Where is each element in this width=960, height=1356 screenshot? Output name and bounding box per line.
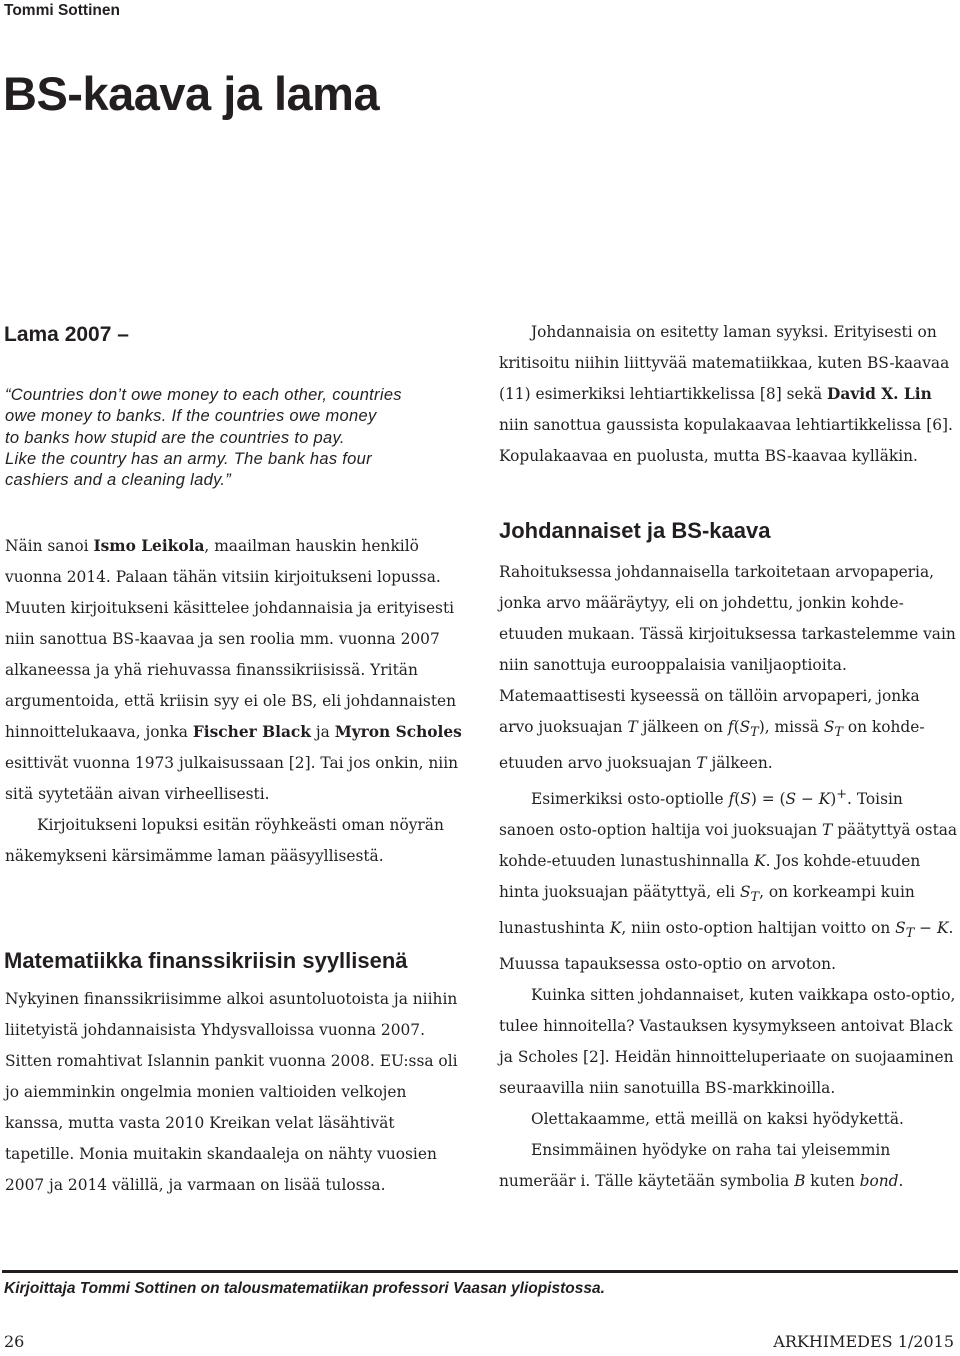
paragraph: Nykyinen finanssikriisimme alkoi asuntoluotoista ja niihin liitetyistä johdannaisista Yhdysvalloissa vuonna 2007. Sitten romahtivat Islannin pankit vuonna 2008. EU:ssa oli jo aiemminkin ongelmia monien valtioiden velkojen kanssa, mutta vasta 2010 Kreikan velat läsähtivät tapetille. Monia muitakin skandaaleja on nähty vuosien 2007 ja 2014 välillä, ja varmaan on lisää tulossa. — [5, 990, 458, 1194]
math-symbol: T — [696, 754, 707, 773]
journal-issue: ARKHIMEDES 1/2015 — [773, 1332, 954, 1351]
math-symbol: S — [895, 919, 906, 938]
paragraph — [499, 317, 959, 472]
text: jälkeen on — [637, 718, 728, 736]
page-number: 26 — [4, 1332, 25, 1351]
section-heading-matematiikka: Matematiikka finanssikriisin syyllisenä — [4, 948, 408, 973]
text: , maailman hauskin henkilö vuonna 2014. Palaan tähän vitsiin kirjoitukseni lopussa. Muuten kirjoitukseni käsittelee johdannaisia ja erityisesti niin sanottua BS-kaavaa ja sen roolia mm. vuonna 2007 alkaneessa ja yhä riehuvassa finanssikriisissä. Yritän argumentoida, että kriisin syy ei ole BS, eli johdannaisten hinnoittelukaava, jonka — [5, 537, 457, 741]
person-name: Fischer Black — [192, 723, 311, 741]
math-symbol: f — [727, 718, 734, 736]
text: Kuinka sitten johdannaiset, kuten vaikkapa osto-optio, tulee hinnoitella? Vastauksen kysymykseen antoivat Black ja Scholes [2]. Heidän hinnoitteluperiaate on suojaaminen seuraavilla niin sanotuilla BS-markkinoilla. — [499, 986, 956, 1098]
text: kuten — [805, 1172, 860, 1191]
math-symbol: f — [728, 790, 735, 809]
left-column-intro — [5, 531, 465, 872]
formula-call-payoff: f(S) = (S − K)+. — [728, 787, 852, 809]
text: ja — [310, 723, 335, 741]
article-title: BS-kaava ja lama — [3, 67, 380, 120]
person-name: David X. Lin — [827, 385, 932, 403]
text: Olettakaamme, että meillä on kaksi hyödykettä. — [531, 1110, 904, 1129]
text: Jos kohde-etuuden hinta juoksuajan päätyttyä, eli — [499, 852, 921, 902]
math-symbol: T — [822, 821, 833, 840]
math-subscript: T — [750, 725, 759, 741]
math-symbol: S — [785, 790, 797, 809]
left-column-section — [5, 984, 465, 1201]
math-symbol: S — [823, 718, 835, 736]
quote-line: owe money to banks. If the countries owe money — [5, 407, 377, 426]
person-name: Ismo Leikola — [93, 537, 205, 555]
author-name: Tommi Sottinen — [4, 2, 120, 19]
text: Muussa tapauksessa osto-optio on arvoton. — [499, 955, 836, 974]
footnote-divider — [2, 1270, 958, 1273]
section-heading-lama: Lama 2007 – — [4, 323, 129, 346]
text: niin sanottua gaussista kopulakaavaa lehtiartikkelissa [6]. Kopulakaavaa en puolusta, mutta BS-kaavaa kylläkin. — [499, 416, 953, 465]
term: bond — [859, 1172, 899, 1191]
formula-f-st: $f(S_T$ — [727, 718, 759, 741]
text: on kohde-etuuden arvo juoksuajan — [499, 718, 925, 773]
math-symbol: S — [739, 718, 751, 736]
formula-profit: $S_T - K$. — [895, 919, 954, 942]
section-heading-johdannaiset: Johdannaiset ja BS-kaava — [499, 518, 771, 543]
right-column-section — [499, 557, 959, 1197]
text: . — [898, 1172, 904, 1191]
text: Rahoituksessa johdannaisella tarkoitetaan arvopaperia, jonka arvo määräytyy, eli on johdettu, jonkin kohde-etuuden mukaan. Tässä kirjoituksessa tarkastelemme vain niin sanottuja eurooppalaisia vaniljaoptioita. Matemaattisesti kyseessä on tällöin arvopaperi, jonka arvo juoksuajan — [499, 563, 956, 736]
text: Ensimmäinen hyödyke on raha tai yleisemmin numeräär i. Tälle käytetään symbolia — [499, 1141, 891, 1191]
text: Johdannaisia on esitetty laman syyksi. Erityisesti on kritisoitu niihin liittyvää matematiikkaa, kuten BS-kaavaa (11) esimerkiksi lehtiartikkelissa [8] sekä — [499, 323, 950, 403]
math-symbol: K — [936, 919, 949, 938]
paragraph — [5, 810, 465, 872]
paragraph: Esimerkiksi osto-optiolle f(S) = (S − K)+. Toisin sanoen osto-option haltija voi juoksuajan T päätyttyä ostaa kohde-etuuden lunastushinnalla K. Jos kohde-etuuden hinta juoksuajan päätyttyä, eli $S_T$, on korkeampi kuin lunastushinta K, niin osto-option haltijan voitto on $S_T - K$. Muussa tapauksessa osto-optio on arvoton. — [499, 787, 958, 974]
math-symbol: S — [740, 790, 751, 809]
text: Toisin sanoen osto-option haltija voi juoksuajan — [499, 790, 903, 840]
text: ), missä — [758, 718, 824, 736]
person-name: Myron Scholes — [334, 723, 462, 741]
paragraph — [499, 1104, 959, 1135]
math-symbol: S — [739, 883, 751, 902]
text: , on korkeampi kuin lunastushinta — [499, 883, 915, 938]
author-footnote: Kirjoittaja Tommi Sottinen on talousmatematiikan professori Vaasan yliopistossa. — [4, 1280, 605, 1297]
math-symbol: K — [609, 919, 622, 938]
math-subscript: T — [834, 725, 843, 741]
quote-line: to banks how stupid are the countries to pay. — [5, 428, 345, 447]
text: , niin osto-option haltijan voitto on — [621, 919, 896, 938]
text: jälkeen. — [706, 754, 773, 773]
paragraph — [499, 1135, 959, 1197]
math-subscript: T — [750, 890, 760, 906]
quote-line: “Countries don’t owe money to each other, countries — [5, 386, 402, 404]
text: esittivät vuonna 1973 julkaisussaan [2]. Tai jos onkin, niin sitä syytetään aivan virheellisesti. — [5, 754, 459, 803]
paragraph — [499, 980, 959, 1104]
text: Näin sanoi — [5, 537, 94, 555]
quote-line: cashiers and a cleaning lady.” — [5, 471, 232, 490]
paragraph — [499, 557, 959, 779]
math-symbol: K — [754, 852, 766, 871]
math-subscript: T — [905, 926, 915, 942]
text: Kirjoitukseni lopuksi esitän röyhkeästi oman nöyrän näkemykseni kärsimämme laman pääsyyllisestä. — [5, 816, 444, 865]
formula-st — [739, 883, 760, 906]
math-symbol: T — [627, 718, 638, 736]
right-column-intro — [499, 317, 959, 472]
quote-line: Like the country has an army. The bank has four — [5, 449, 372, 468]
formula-st — [823, 718, 843, 741]
quote — [5, 385, 402, 491]
paragraph — [5, 531, 465, 810]
math-symbol: B — [794, 1172, 806, 1191]
text: Esimerkiksi osto-optiolle — [531, 790, 729, 809]
text: päätyttyä ostaa kohde-etuuden lunastushinnalla — [499, 821, 958, 871]
math-symbol: K — [818, 790, 831, 809]
